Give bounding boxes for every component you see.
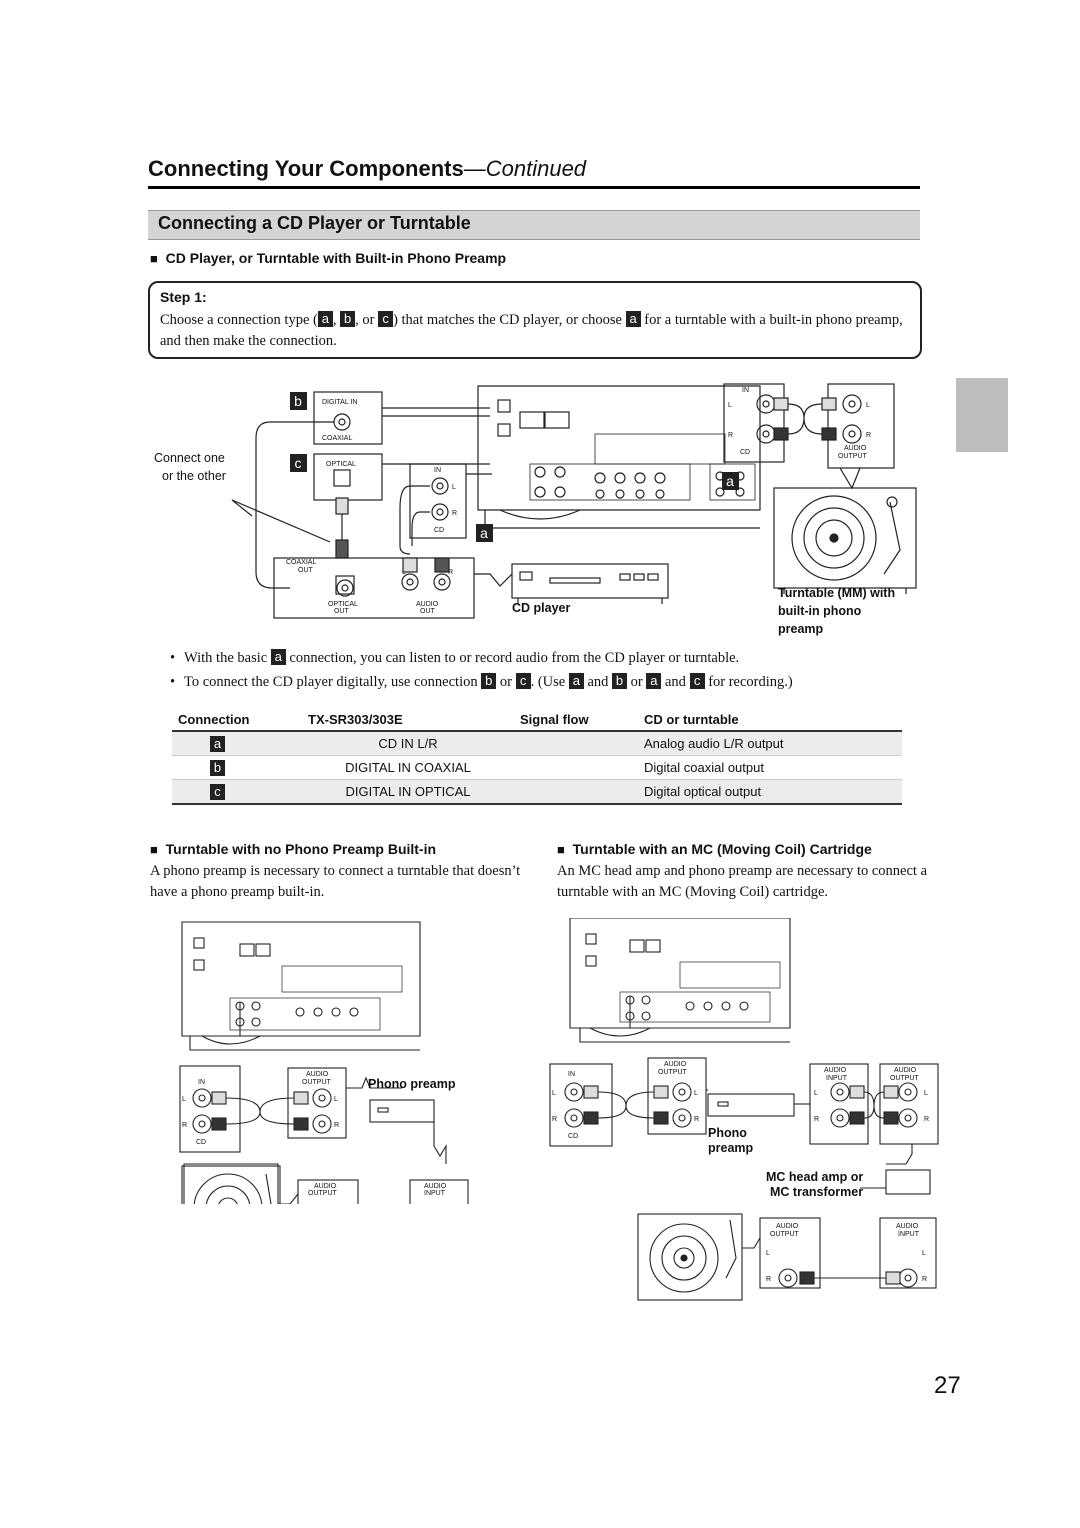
label-l: L [182,1096,186,1103]
label-in: IN [742,387,749,394]
label-output: OUTPUT [890,1075,919,1082]
key-badge: a [569,673,584,689]
label-r: R [766,1276,772,1283]
diagram-key-a: a [480,525,488,541]
phono-preamp-diagram [170,918,490,1204]
receiver-back-panel [478,386,760,510]
label-l: L [552,1090,556,1097]
turntable-icon [638,1214,742,1300]
label-cd: CD [196,1139,207,1146]
label-in: IN [198,1079,205,1086]
table-cell-input: DIGITAL IN COAXIAL [302,756,514,780]
table-row [172,731,902,756]
subhead-cd-player: ■ CD Player, or Turntable with Built-in Phono Preamp [150,250,507,266]
turntable-icon [774,488,916,588]
label-cd-player: CD player [512,601,571,615]
label-audio: AUDIO [776,1223,799,1230]
label-turntable-2: built-in phono [778,604,862,618]
key-badge: a [646,673,661,689]
label-mc-2: MC transformer [770,1185,864,1199]
label-audio: AUDIO [824,1067,847,1074]
key-badge: b [210,760,225,776]
key-badge: b [340,311,355,327]
label-r: R [814,1116,820,1123]
subhead-cd-player-text: CD Player, or Turntable with Built-in Phono Preamp [165,250,507,266]
page-number: 27 [934,1372,961,1399]
key-badge: c [690,673,705,689]
mc-cartridge-diagram [540,918,940,1308]
diagram-key-b: b [294,393,302,409]
label-cd: CD [568,1133,579,1140]
label-out: OUT [420,608,435,615]
table-header: CD or turntable [638,708,902,731]
label-audio: AUDIO [896,1223,919,1230]
subhead-mc-cartridge: ■ Turntable with an MC (Moving Coil) Cartridge [557,841,872,857]
label-out: OUT [334,608,349,615]
label-audio: AUDIO [894,1067,917,1074]
label-l: L [334,1096,338,1103]
diagram-key-a: a [726,473,734,489]
label-audio: AUDIO [314,1183,337,1190]
label-audio-out: AUDIO [416,601,439,608]
label-in: IN [434,467,441,474]
label-r: R [728,432,734,439]
label-preamp: preamp [708,1141,754,1155]
key-badge: a [318,311,333,327]
key-badge: a [210,736,225,752]
step-text: Choose a connection type ( a , b , or c ) that matches the CD player, or choose a for a turntable with a built-in phono preamp, and then make the connection. [160,311,903,349]
label-audio: AUDIO [844,445,867,452]
bullet-list [170,646,930,694]
label-phono-preamp: Phono preamp [368,1077,456,1091]
table-cell-input: DIGITAL IN OPTICAL [302,780,514,805]
key-badge: b [481,673,496,689]
label-cd: CD [434,527,445,534]
label-or-other: or the other [162,469,226,483]
label-output: OUTPUT [770,1231,799,1238]
label-digital-in: DIGITAL IN [322,399,358,406]
table-cell-source: Analog audio L/R output [638,731,902,756]
key-badge: a [271,649,286,665]
label-r: R [866,432,872,439]
diagram-key-c: c [294,455,302,471]
label-audio: AUDIO [664,1061,687,1068]
bullet-item: • With the basic a connection, you can listen to or record audio from the CD player or turntable. [170,646,930,670]
label-output: OUTPUT [658,1069,687,1076]
label-l: L [728,402,732,409]
key-badge: b [612,673,627,689]
label-coaxial-out: COAXIAL [286,559,317,566]
label-coaxial: COAXIAL [322,435,353,442]
key-badge: c [210,784,225,800]
phono-preamp-icon [708,1094,794,1116]
connection-table [172,708,902,805]
subhead-mc-cartridge-text: Turntable with an MC (Moving Coil) Cartridge [572,841,872,857]
label-optical-out: OPTICAL [328,601,358,608]
label-input: INPUT [898,1231,919,1238]
label-l: L [694,1090,698,1097]
key-badge: c [516,673,531,689]
header-title: Connecting Your Components [148,156,464,181]
table-row [172,756,902,780]
bullet-item: • To connect the CD player digitally, use connection b or c . (Use a and b or a and c for recording.) [170,670,930,694]
label-r: R [182,1122,188,1129]
subhead-no-phono: ■ Turntable with no Phono Preamp Built-in [150,841,437,857]
table-cell-source: Digital coaxial output [638,756,902,780]
label-audio: AUDIO [424,1183,447,1190]
label-input: INPUT [826,1075,847,1082]
label-optical: OPTICAL [326,461,356,468]
paragraph-no-phono: A phono preamp is necessary to connect a turntable that doesn’t have a phono preamp built-in. [150,863,521,900]
table-cell-input: CD IN L/R [302,731,514,756]
header-rule [148,186,920,189]
table-header-row [172,708,902,731]
key-badge: c [378,311,393,327]
cd-turntable-connection-diagram [140,378,940,640]
paragraph-mc-cartridge: An MC head amp and phono preamp are necessary to connect a turntable with an MC (Moving Coil) cartridge. [557,863,928,900]
label-l: L [922,1250,926,1257]
label-connect-one: Connect one [154,451,225,465]
table-header: Signal flow [514,708,638,731]
label-turntable-1: Turntable (MM) with [778,586,896,600]
label-phono: Phono [708,1126,747,1140]
label-l: L [766,1250,770,1257]
label-r: R [694,1116,700,1123]
side-tab [956,378,1008,452]
label-r: R [452,510,458,517]
label-in: IN [568,1071,575,1078]
label-l: L [452,484,456,491]
label-cd: CD [740,449,751,456]
label-output: OUTPUT [302,1079,331,1086]
label-output: OUTPUT [838,453,867,460]
table-header: TX-SR303/303E [302,708,514,731]
label-output: OUTPUT [308,1190,337,1197]
label-input: INPUT [424,1190,445,1197]
cd-player-icon [512,564,668,598]
header-continued: —Continued [463,156,587,181]
label-l: L [402,569,406,576]
section-title: Connecting a CD Player or Turntable [158,213,471,233]
step-label: Step 1: [160,289,207,305]
label-l: L [924,1090,928,1097]
phono-preamp-icon [370,1100,434,1122]
key-badge: a [626,311,641,327]
receiver-back-panel [182,922,420,1036]
table-row [172,780,902,805]
label-r: R [552,1116,558,1123]
label-l: L [814,1090,818,1097]
label-mc-1: MC head amp or [766,1170,864,1184]
mc-head-amp-icon [886,1170,930,1194]
label-out: OUT [298,567,313,574]
label-r: R [448,569,454,576]
label-audio: AUDIO [306,1071,329,1078]
table-cell-source: Digital optical output [638,780,902,805]
label-r: R [334,1122,340,1129]
table-header: Connection [172,708,302,731]
subhead-no-phono-text: Turntable with no Phono Preamp Built-in [165,841,437,857]
label-turntable-3: preamp [778,622,824,636]
label-l: L [866,402,870,409]
label-r: R [924,1116,930,1123]
label-r: R [922,1276,928,1283]
page-header [148,156,586,182]
